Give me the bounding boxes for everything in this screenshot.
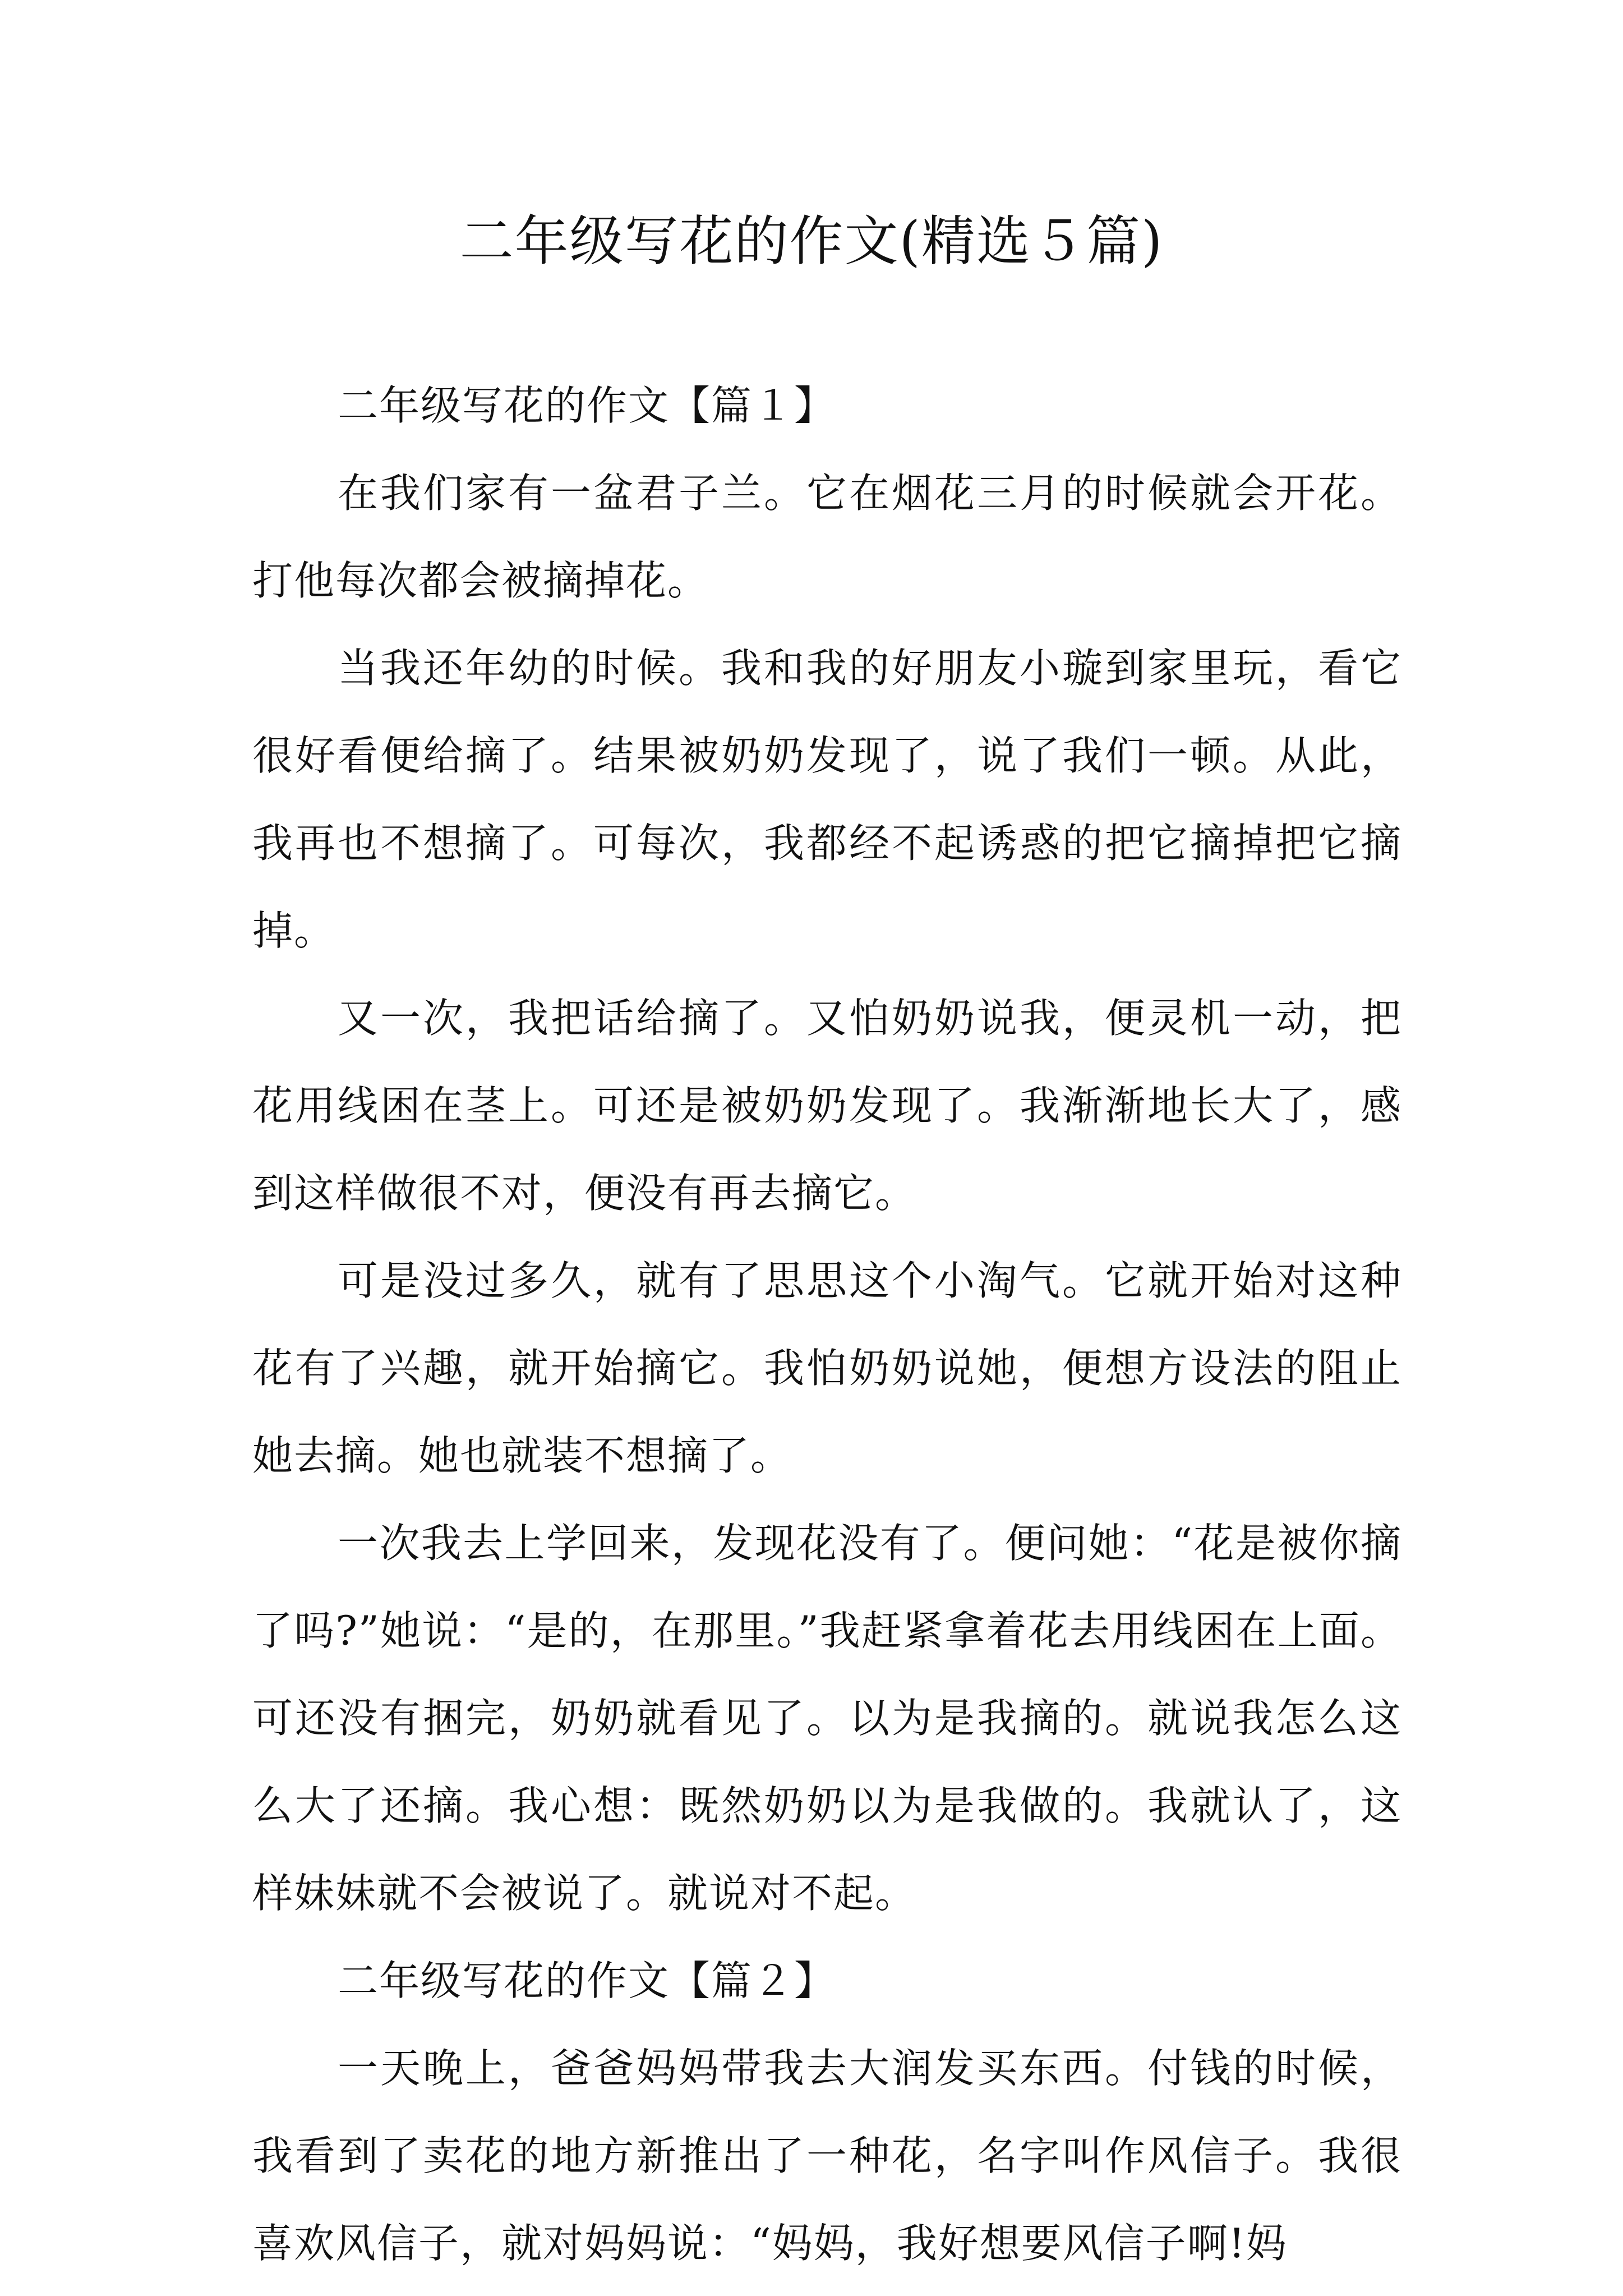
paragraph: 又一次，我把话给摘了。又怕奶奶说我，便灵机一动，把花用线困在茎上。可还是被奶奶发现了。我渐渐地长大了，感到这样做很不对，便没有再去摘它。 bbox=[252, 995, 1402, 1217]
paragraph: 在我们家有一盆君子兰。它在烟花三月的时候就会开花。打他每次都会被摘掉花。 bbox=[252, 470, 1402, 604]
paragraph: 一次我去上学回来，发现花没有了。便问她：“花是被你摘了吗?”她说：“是的，在那里。”我赶紧拿着花去用线困在上面。可还没有捆完，奶奶就看见了。以为是我摘的。就说我怎么这么大了还摘。我心想：既然奶奶以为是我做的。我就认了，这样妹妹就不会被说了。就说对不起。 bbox=[252, 1520, 1402, 1917]
section-heading-1: 二年级写花的作文【篇１】 bbox=[338, 382, 836, 429]
document-title: 二年级写花的作文(精选５篇) bbox=[459, 210, 1164, 273]
paragraph: 一天晚上，爸爸妈妈带我去大润发买东西。付钱的时候，我看到了卖花的地方新推出了一种花，名字叫作风信子。我很喜欢风信子，就对妈妈说：“妈妈，我好想要风信子啊!妈 bbox=[252, 2045, 1402, 2267]
paragraph: 可是没过多久，就有了思思这个小淘气。它就开始对这种花有了兴趣，就开始摘它。我怕奶奶说她，便想方设法的阻止她去摘。她也就装不想摘了。 bbox=[252, 1257, 1402, 1479]
section-heading-2: 二年级写花的作文【篇２】 bbox=[338, 1957, 836, 2004]
document-body bbox=[252, 362, 1402, 2287]
paragraph: 当我还年幼的时候。我和我的好朋友小璇到家里玩，看它很好看便给摘了。结果被奶奶发现了，说了我们一顿。从此，我再也不想摘了。可每次，我都经不起诱惑的把它摘掉把它摘掉。 bbox=[252, 645, 1402, 954]
